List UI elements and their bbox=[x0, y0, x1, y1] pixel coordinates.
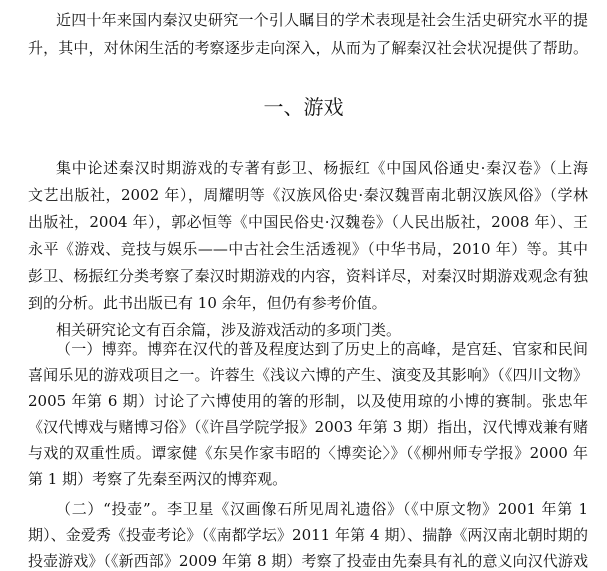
section-title: 一、游戏 bbox=[263, 95, 344, 119]
paragraph4-line-2: 期）、金爱秀《投壶考论》（《南都学坛》2011 年第 4 期）、揣静《两汉南北朝时期的 bbox=[28, 526, 588, 544]
paragraph4-line-3: 投壶游戏》（《新西部》2009 年第 8 期）考察了投壶由先秦具有礼的意义向汉代游戏 bbox=[28, 552, 588, 570]
paragraph1-line-1: 集中论述秦汉时期游戏的专著有彭卫、杨振红《中国风俗通史·秦汉卷》（上海 bbox=[56, 159, 588, 177]
paragraph2-line-1: 相关研究论文有百余篇，涉及游戏活动的多项门类。 bbox=[56, 321, 402, 339]
paragraph3-line-2: 喜闻乐见的游戏项目之一。许蓉生《浅议六博的产生、演变及其影响》（《四川文物》 bbox=[28, 366, 588, 384]
paragraph1-line-4: 永平《游戏、竞技与娱乐——中古社会生活透视》（中华书局，2010 年）等。其中 bbox=[28, 240, 588, 258]
paragraph1-line-2: 文艺出版社，2002 年），周耀明等《汉族风俗史·秦汉魏晋南北朝汉族风俗》（学林 bbox=[28, 186, 588, 204]
paragraph1-line-3: 出版社，2004 年），郭必恒等《中国民俗史·汉魏卷》（人民出版社，2008 年）、王 bbox=[28, 213, 588, 231]
paragraph3-line-3: 2005 年第 6 期）讨论了六博使用的箸的形制，以及使用琼的小博的赛制。张忠年 bbox=[28, 392, 588, 410]
intro-line-1: 近四十年来国内秦汉史研究一个引人瞩目的学术表现是社会生活史研究水平的提 bbox=[56, 11, 588, 29]
paragraph3-line-6: 第 1 期）考察了先秦至两汉的博弈观。 bbox=[28, 470, 288, 488]
intro-line-2: 升，其中，对休闲生活的考察逐步走向深入，从而为了解秦汉社会状况提供了帮助。 bbox=[28, 39, 588, 57]
paragraph1-line-5: 彭卫、杨振红分类考察了秦汉时期游戏的内容，资料详尽，对秦汉时期游戏观念有独 bbox=[28, 267, 588, 285]
paragraph4-line-1: （二）“投壶”。李卫星《汉画像石所见周礼遗俗》（《中原文物》2001 年第 1 bbox=[56, 500, 588, 518]
paragraph1-line-6: 到的分析。此书出版已有 10 余年，但仍有参考价值。 bbox=[28, 294, 387, 312]
paragraph3-line-1: （一）博弈。博弈在汉代的普及程度达到了历史上的高峰，是宫廷、官家和民间 bbox=[56, 340, 588, 358]
paragraph3-line-4: 《汉代博戏与赌博习俗》（《许昌学院学报》2003 年第 3 期）指出，汉代博戏兼有赌 bbox=[28, 418, 588, 436]
paragraph3-line-5: 与戏的双重性质。谭家健《东吴作家韦昭的〈博奕论〉》（《柳州师专学报》2000 年 bbox=[28, 444, 588, 462]
